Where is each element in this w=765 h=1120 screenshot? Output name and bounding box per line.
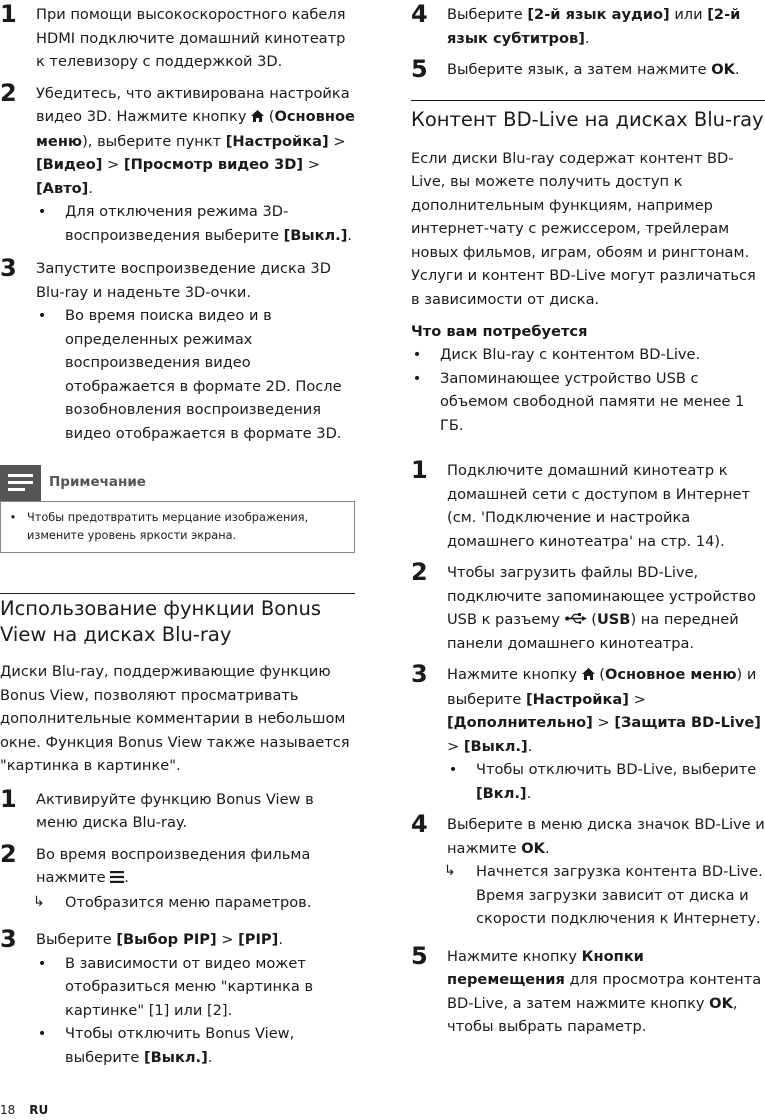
- step-text: Нажмите кнопку: [447, 666, 582, 683]
- menu-option: [Дополнительно]: [447, 714, 593, 731]
- text-fragment: или: [669, 6, 708, 23]
- menu-option: [Просмотр видео 3D]: [123, 156, 304, 173]
- home-icon: [251, 106, 264, 130]
- text-fragment: .: [584, 29, 590, 47]
- bullet-dot: •: [37, 203, 47, 220]
- step-5-confirm-language: [411, 55, 765, 83]
- bv-step-2: [0, 839, 355, 915]
- note-text: Чтобы предотвратить мерцание изображения, измените уровень яркости экрана.: [27, 511, 309, 542]
- bullet-dot: •: [448, 761, 458, 778]
- note-block: [0, 465, 355, 553]
- step-number: 1: [0, 784, 17, 813]
- nav-buttons-label: Кнопки перемещения: [447, 947, 644, 988]
- separator: >: [102, 156, 124, 173]
- bullet-dot: •: [412, 346, 422, 363]
- menu-option: [Выкл.]: [283, 226, 348, 244]
- bullet-item: [36, 952, 355, 1023]
- step-text: Выберите язык, а затем нажмите: [447, 61, 712, 78]
- menu-option: [2-й язык аудио]: [527, 6, 670, 23]
- step-4-select-language: [411, 0, 765, 50]
- bullet-text: Во время поиска видео и в определенных режимах воспроизведения видео отображается в формате 2D. После возобновления воспроизведения видео отображается в формате 3D.: [65, 307, 342, 442]
- right-column: [411, 0, 765, 1047]
- arrow-icon: ↳: [444, 863, 456, 879]
- bullet-text: В зависимости от видео может отобразиться меню "картинка в картинке" [1] или [2].: [65, 954, 314, 1019]
- text-fragment: .: [207, 1048, 213, 1066]
- bv-step-1: [0, 784, 355, 835]
- result-item: [444, 860, 765, 931]
- menu-option: [Выбор PIP]: [116, 931, 217, 948]
- text-fragment: ) на передней панели домашнего кинотеатра.: [447, 611, 739, 652]
- menu-option: [Выкл.]: [143, 1048, 208, 1066]
- page-number: 18: [0, 1103, 16, 1117]
- requirement-text: Диск Blu-ray с контентом BD-Live.: [440, 346, 701, 363]
- main-menu-label: Основное меню: [36, 108, 355, 150]
- step-number: 1: [411, 456, 428, 484]
- ok-label: OK: [521, 839, 545, 857]
- step-text: Выберите: [447, 6, 528, 23]
- step-number: 3: [0, 925, 17, 953]
- intro-paragraph: Диски Blu-ray, поддерживающие функцию Bonus View, позволяют просматривать дополнительные комментарии в небольшом окне. Функция Bonus View также называется "картинка в картинке".: [0, 663, 350, 774]
- home-icon: [582, 664, 595, 688]
- text-fragment: ), выберите пункт: [82, 132, 226, 150]
- text-fragment: ) и выберите: [447, 666, 757, 708]
- separator: >: [447, 737, 464, 755]
- usb-label: USB: [596, 611, 631, 628]
- bd-step-5: [411, 941, 765, 1039]
- step-text: Нажмите кнопку: [447, 947, 582, 965]
- menu-option: [Вкл.]: [476, 784, 527, 802]
- step-text: Во время воспроизведения фильма нажмите: [36, 845, 311, 886]
- ok-label: OK: [709, 994, 733, 1012]
- result-text: Отобразится меню параметров.: [65, 893, 312, 911]
- step-text: Выберите: [36, 931, 117, 948]
- step-text: Чтобы загрузить файлы BD-Live, подключите запоминающее устройство USB к разъему: [447, 564, 756, 628]
- step-text: Подключите домашний кинотеатр к домашней сети с доступом в Интернет (см. 'Подключение и настройка домашнего кинотеатра' на стр. 14).: [447, 462, 751, 550]
- step-number: 1: [0, 0, 17, 28]
- step-1-hdmi: [0, 0, 355, 74]
- step-text: Выберите в меню диска значок BD-Live и нажмите: [447, 816, 765, 857]
- main-menu-label: Основное меню: [604, 666, 737, 683]
- bd-step-3: [411, 660, 765, 805]
- note-header: [0, 465, 355, 501]
- text-fragment: (: [594, 666, 605, 683]
- bullet-text: Для отключения режима 3D-воспроизведения выберите: [65, 203, 289, 244]
- text-fragment: , чтобы выбрать параметр.: [447, 994, 738, 1035]
- separator: >: [592, 714, 615, 731]
- section-title-bonus-view: Использование функции Bonus View на дисках Blu-ray: [0, 593, 355, 648]
- separator: >: [216, 931, 239, 948]
- menu-option: [2-й язык субтитров]: [447, 6, 741, 47]
- options-menu-icon: [110, 867, 124, 891]
- step-text: Активируйте функцию Bonus View в меню диска Blu-ray.: [36, 790, 314, 831]
- step-number: 2: [0, 839, 17, 868]
- text-fragment: .: [88, 179, 93, 197]
- text-fragment: .: [278, 931, 283, 948]
- text-fragment: .: [526, 784, 532, 802]
- note-icon: [0, 465, 41, 501]
- bullet-text: Чтобы отключить BD-Live, выберите: [476, 761, 757, 778]
- menu-option: [Защита BD-Live]: [614, 714, 761, 731]
- language-code: RU: [29, 1103, 49, 1117]
- section-title-bd-live: Контент BD-Live на дисках Blu-ray: [411, 100, 765, 133]
- bullet-dot: •: [412, 369, 422, 387]
- step-number: 4: [411, 0, 428, 28]
- bullet-item: [36, 200, 355, 247]
- step-2-enable-3d: [0, 78, 355, 248]
- text-fragment: (: [586, 611, 597, 628]
- step-number: 4: [411, 810, 428, 838]
- left-column: [0, 0, 355, 1077]
- bullet-dot: •: [37, 1025, 47, 1042]
- step-number: 5: [411, 55, 428, 83]
- separator: >: [628, 690, 646, 708]
- step-text: Запустите воспроизведение диска 3D Blu-ray и наденьте 3D-очки.: [36, 260, 331, 301]
- step-number: 5: [411, 941, 428, 970]
- text-fragment: для просмотра контента BD-Live, а затем нажмите кнопку: [447, 971, 762, 1012]
- menu-option: [Настройка]: [525, 690, 629, 708]
- bd-step-2: [411, 558, 765, 655]
- step-3-play-3d: [0, 254, 355, 445]
- usb-icon: [565, 608, 587, 632]
- requirement-item: [411, 343, 765, 367]
- bullet-text: Чтобы отключить Bonus View, выберите: [65, 1025, 295, 1066]
- result-text: Начнется загрузка контента BD-Live. Время загрузки зависит от диска и скорости подключения к Интернету.: [476, 863, 763, 927]
- bullet-dot: •: [37, 307, 47, 324]
- step-text: Убедитесь, что активирована настройка видео 3D. Нажмите кнопку: [36, 84, 350, 125]
- step-text: При помощи высокоскоростного кабеля HDMI подключите домашний кинотеатр к телевизору с поддержкой 3D.: [36, 6, 346, 70]
- menu-option: [Настройка]: [225, 132, 329, 150]
- ok-label: OK: [711, 61, 735, 78]
- arrow-icon: ↳: [33, 893, 45, 910]
- bullet-dot: •: [37, 954, 47, 972]
- bullet-item: [447, 758, 765, 805]
- bv-step-3: [0, 925, 355, 1069]
- menu-option: [PIP]: [238, 931, 279, 948]
- requirements-title: Что вам потребуется: [411, 323, 588, 340]
- bullet-dot: •: [9, 511, 17, 524]
- bd-step-1: [411, 456, 765, 553]
- text-fragment: (: [264, 108, 275, 125]
- bullet-item: [36, 304, 355, 445]
- menu-option: [Выкл.]: [463, 737, 528, 755]
- text-fragment: .: [734, 61, 740, 78]
- menu-option: [Авто]: [36, 179, 89, 197]
- note-title: Примечание: [49, 474, 146, 490]
- page-footer: [0, 1103, 48, 1117]
- intro-paragraph: Если диски Blu-ray содержат контент BD-Live, вы можете получить доступ к дополнительным функциям, например интернет-чату с режиссером, трейлерам новых фильмов, играм, обоям и рингтонам. Услуги и контент BD-Live могут различаться в зависимости от диска.: [411, 149, 756, 308]
- bullet-item: [9, 509, 346, 544]
- text-fragment: .: [544, 839, 550, 857]
- text-fragment: .: [347, 226, 353, 244]
- requirement-item: [411, 367, 765, 438]
- step-number: 2: [411, 558, 428, 586]
- result-item: [33, 891, 355, 915]
- text-fragment: .: [527, 737, 533, 755]
- step-number: 3: [411, 660, 428, 688]
- requirement-text: Запоминающее устройство USB с объемом свободной памяти не менее 1 ГБ.: [440, 369, 745, 434]
- separator: >: [328, 132, 346, 150]
- separator: >: [303, 156, 320, 173]
- bd-step-4: [411, 810, 765, 931]
- menu-option: [Видео]: [36, 156, 103, 173]
- bullet-item: [36, 1022, 355, 1069]
- text-fragment: .: [124, 869, 129, 886]
- note-box: [0, 501, 355, 553]
- step-number: 3: [0, 254, 17, 282]
- step-number: 2: [0, 78, 17, 107]
